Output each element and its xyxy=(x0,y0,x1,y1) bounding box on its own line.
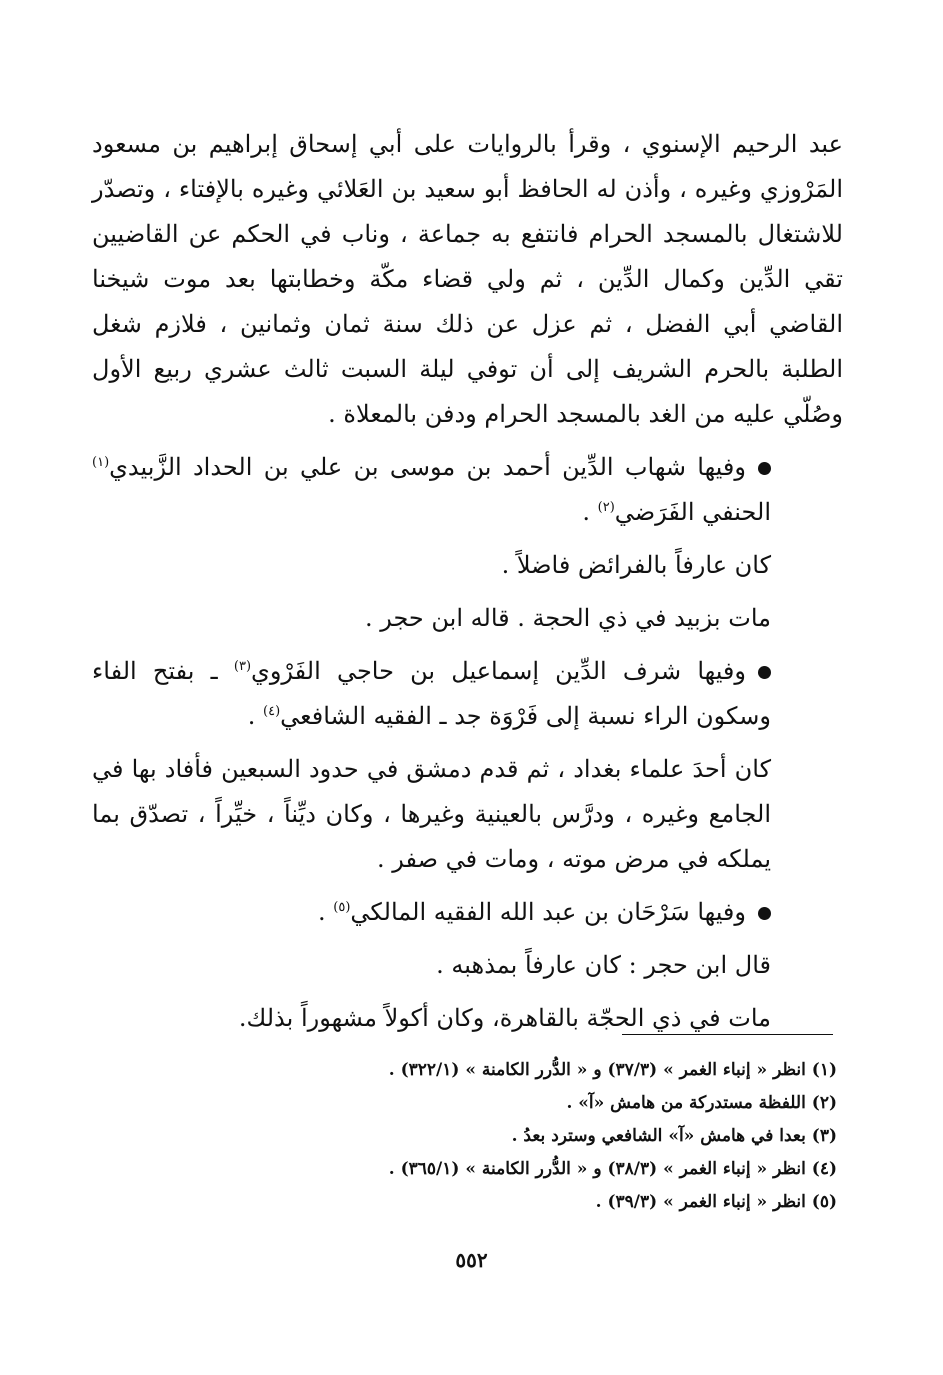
entry-text: . xyxy=(582,498,598,526)
footnote-ref[interactable]: (٤) xyxy=(263,704,281,719)
entry-text: ـ بفتح الفاء وسكون الراء نسبة إلى فَرْوَة جد ـ الفقيه الشافعي xyxy=(92,657,771,730)
entry-ahmad-ibn-musa xyxy=(92,445,843,535)
main-text xyxy=(92,122,843,1041)
footnote-3: (٣) بعدا في هامش «آ» الشافعي وسترد بعدُ . xyxy=(511,1126,837,1146)
paragraph: مات في ذي الحجّة بالقاهرة، وكان أكولاً مشهوراً بذلك. xyxy=(238,1004,771,1032)
footnote-ref[interactable]: (١) xyxy=(92,455,110,470)
footnote-ref[interactable]: (٢) xyxy=(597,500,615,515)
footnote-ref[interactable]: (٣) xyxy=(233,659,252,674)
footnote-4: (٤) انظر « إنباء الغمر » (٣٨/٣) و « الدُّرر الكامنة » (٣٦٥/١) . xyxy=(388,1159,837,1179)
entry-ismail-ibn-haji xyxy=(92,649,843,739)
paragraph: كان عارفاً بالفرائض فاضلاً . xyxy=(501,551,771,579)
entry-text: وفيها شهاب الدِّين أحمد بن موسى بن علي بن الحداد الزَّبيدي xyxy=(109,453,746,481)
entry-sarhan xyxy=(92,890,843,935)
entry-text: . xyxy=(318,898,334,926)
footnote-2: (٢) اللفظة مستدركة من هامش «آ» . xyxy=(566,1093,837,1113)
bullet-icon xyxy=(758,907,771,920)
entry-text: وفيها شرف الدِّين إسماعيل بن حاجي الفَرْوي xyxy=(251,657,746,685)
paragraph: مات بزبيد في ذي الحجة . قاله ابن حجر . xyxy=(364,604,771,632)
entry-text: الحنفي الفَرَضي xyxy=(614,498,771,526)
paragraph-continuation: عبد الرحيم الإسنوي ، وقرأ بالروايات على أبي إسحاق إبراهيم بن مسعود المَرْوزي وغيره ، وأذن له الحافظ أبو سعيد بن العَلائي وغيره بالإفتاء ، وتصدّر للاشتغال بالمسجد الحرام فانتفع به جماعة ، وناب في الحكم عن القاضيين تقي الدِّين وكمال الدِّين ، ثم ولي قضاء مكّة وخطابتها بعد موت شيخنا القاضي أبي الفضل ، ثم عزل عن ذلك سنة ثمان وثمانين ، فلازم شغل الطلبة بالحرم الشريف إلى أن توفي ليلة السبت ثالث عشري ربيع الأول وصُلّي عليه من الغد بالمسجد الحرام ودفن بالمعلاة . xyxy=(92,130,844,428)
footnotes xyxy=(300,1054,837,1219)
paragraph: قال ابن حجر : كان عارفاً بمذهبه . xyxy=(436,951,771,979)
entry-text: وفيها سَرْحَان بن عبد الله الفقيه المالكي xyxy=(350,898,746,926)
entry-text: . xyxy=(247,702,264,730)
footnote-divider xyxy=(622,1034,833,1035)
bullet-icon xyxy=(758,666,771,679)
footnote-ref[interactable]: (٥) xyxy=(333,900,351,915)
footnote-5: (٥) انظر « إنباء الغمر » (٣٩/٣) . xyxy=(595,1192,837,1212)
page-number: ٥٥٢ xyxy=(455,1248,488,1272)
paragraph: كان أحدَ علماء بغداد ، ثم قدم دمشق في حدود السبعين فأفاد بها في الجامع وغيره ، ودرَّس بالعينية وغيرها ، وكان ديِّناً ، خيِّراً ، تصدّق بما يملكه في مرض موته ، ومات في صفر . xyxy=(92,755,771,873)
footnote-1: (١) انظر « إنباء الغمر » (٣٧/٣) و « الدُّرر الكامنة » (٣٢٢/١) . xyxy=(388,1060,837,1080)
bullet-icon xyxy=(758,462,771,475)
